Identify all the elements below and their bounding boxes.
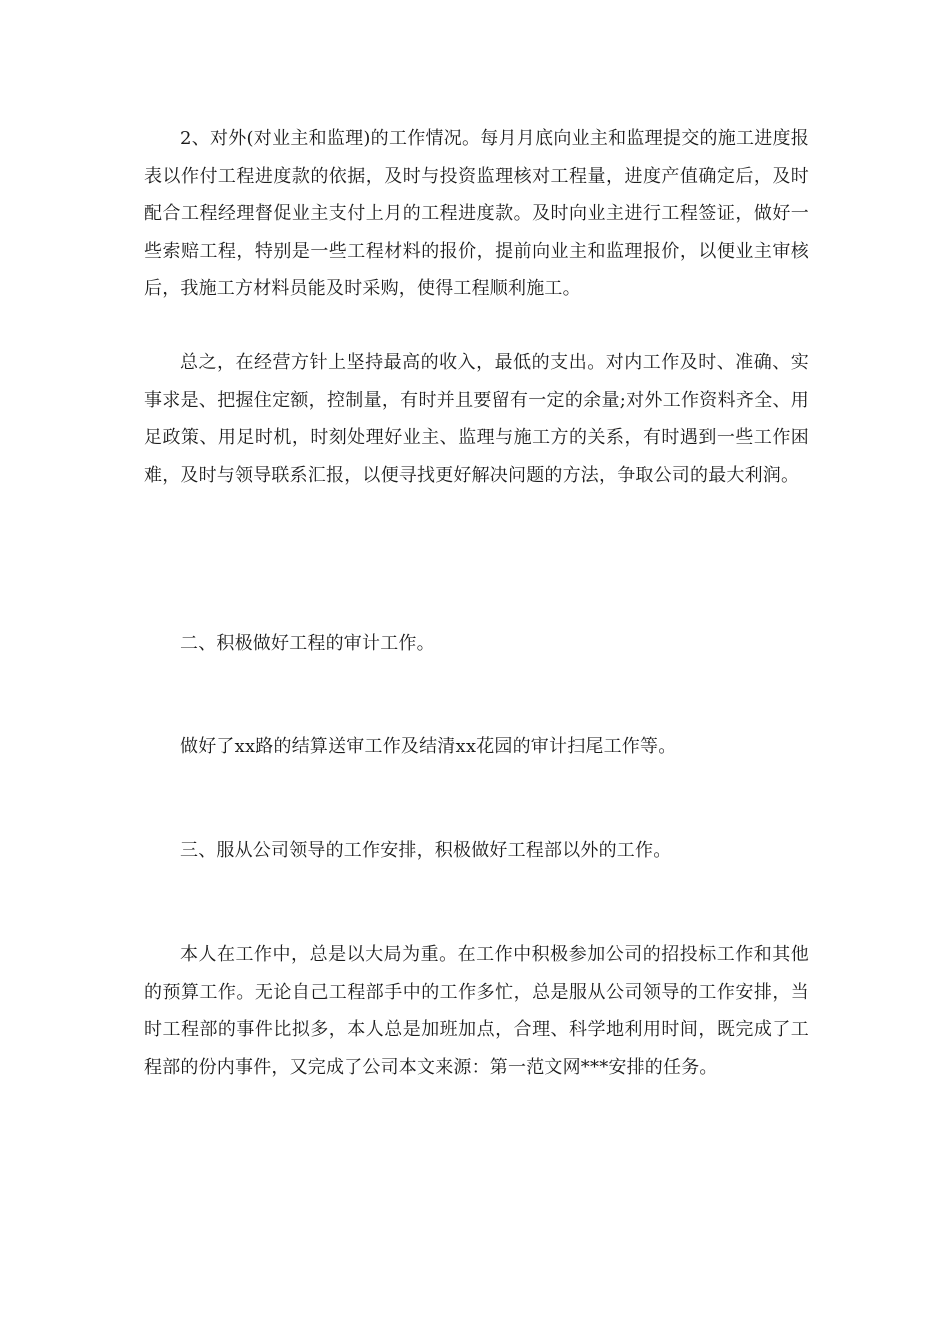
section-heading-other-work: 三、服从公司领导的工作安排，积极做好工程部以外的工作。 <box>180 840 672 861</box>
paragraph-audit-details: 做好了xx路的结算送审工作及结清xx花园的审计扫尾工作等。 <box>180 736 677 757</box>
paragraph-summary: 总之，在经营方针上坚持最高的收入，最低的支出。对内工作及时、准确、实事求是、把握住定额，控制量，有时并且要留有一定的余量;对外工作资料齐全、用足政策、用足时机，时刻处理好业主、监理与施工方的关系，有时遇到一些工作困难，及时与领导联系汇报，以便寻找更好解决问题的方法，争取公司的最大利润。 <box>144 352 809 486</box>
section-heading-audit: 二、积极做好工程的审计工作。 <box>180 633 435 654</box>
paragraph-other-work: 本人在工作中，总是以大局为重。在工作中积极参加公司的招投标工作和其他的预算工作。无论自己工程部手中的工作多忙，总是服从公司领导的工作安排，当时工程部的事件比拟多，本人总是加班加点，合理、科学地利用时间，既完成了工程部的份内事件，又完成了公司本文来源：第一范文网***安排的任务。 <box>144 944 809 1078</box>
paragraph-external-work: 2、对外(对业主和监理)的工作情况。每月月底向业主和监理提交的施工进度报表以作付工程进度款的依据，及时与投资监理核对工程量，进度产值确定后，及时配合工程经理督促业主支付上月的工程进度款。及时向业主进行工程签证，做好一些索赔工程，特别是一些工程材料的报价，提前向业主和监理报价，以便业主审核后，我施工方材料员能及时采购，使得工程顺利施工。 <box>144 128 809 299</box>
